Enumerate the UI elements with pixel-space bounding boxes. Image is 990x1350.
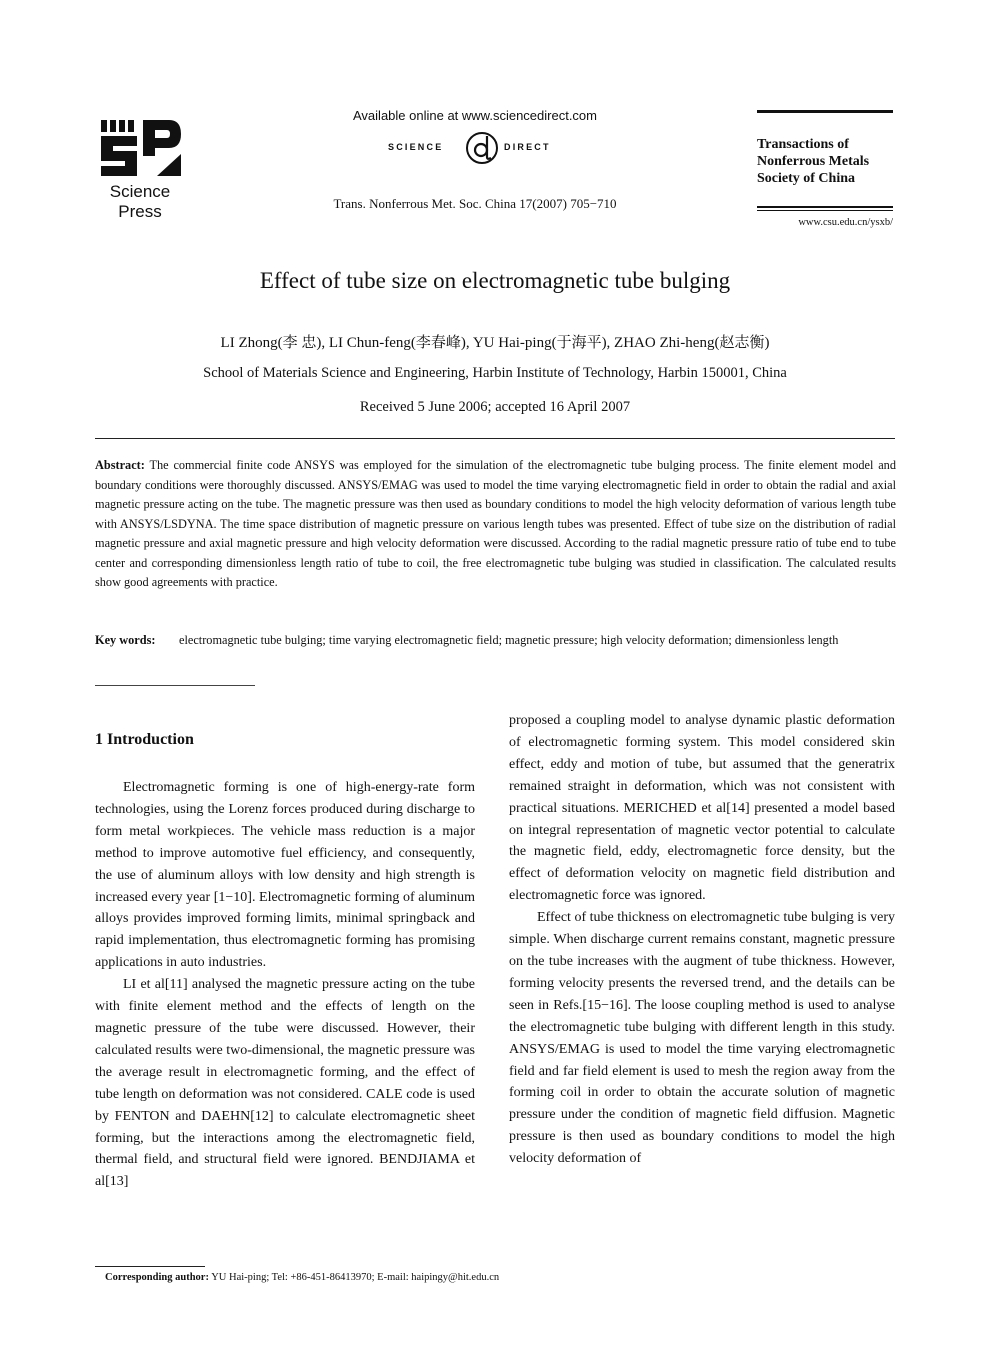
sciencedirect-logo — [380, 130, 580, 166]
body-column-left — [95, 777, 475, 1193]
article-title: Effect of tube size on electromagnetic tube bulging — [259, 268, 731, 293]
paragraph: proposed a coupling model to analyse dynamic plastic deformation of electromagnetic forming system. This model considered skin effect, eddy and motion of tube, but assumed that the generatrix remained straight in deformation, which was not consistent with practical situations. MERICHED et al[14] presented a model based on integral representation of magnetic vector potential to calculate the magnetic field, eddy, electromagnetic force density, but the effect of deformation velocity on magnetic field distribution and electromagnetic force was ignored. — [509, 713, 895, 904]
journal-name-line-3: Society of China — [757, 171, 855, 186]
sciencedirect-at-icon — [464, 130, 500, 166]
author-affiliation: School of Materials Science and Engineering, Harbin Institute of Technology, Harbin 150001, China — [203, 365, 787, 381]
sciencedirect-right-word: DIRECT — [504, 142, 551, 152]
section-heading-introduction: 1 Introduction — [95, 731, 194, 748]
science-press-emblem-icon — [99, 118, 183, 178]
keywords-text: electromagnetic tube bulging; time varying electromagnetic field; magnetic pressure; high velocity deformation; dimensionless length — [179, 633, 839, 647]
abstract-divider — [95, 685, 255, 686]
journal-citation: Trans. Nonferrous Met. Soc. China 17(2007) 705−710 — [333, 196, 617, 211]
abstract-label: Abstract: — [95, 458, 145, 472]
sciencedirect-left-word: SCIENCE — [388, 142, 444, 152]
corresponding-author-footnote — [105, 1272, 499, 1283]
masthead-bottom-rule-thin — [757, 210, 893, 211]
publisher-name-line-1: Science — [109, 182, 171, 201]
paragraph: Effect of tube thickness on electromagnetic tube bulging is very simple. When discharge current remains constant, magnetic pressure on the tube increases with the augment of tube thickness. However, forming velocity presents the reversed trend, and the details can be seen in Refs.[15−16]. The loose coupling method is used to analyse the electromagnetic tube bulging with different length in this study. ANSYS/EMAG is used to model the time varying electromagnetic field and far field element is used to mesh the region away from the forming coil in order to obtain the accurate solution of magnetic pressure under the condition of magnetic field diffusion. Magnetic pressure is then used as boundary conditions to model the high velocity deformation of — [509, 910, 895, 1167]
article-authors: LI Zhong(李 忠), LI Chun-feng(李春峰), YU Hai-ping(于海平), ZHAO Zhi-heng(赵志衡) — [220, 335, 770, 351]
abstract — [95, 456, 896, 593]
masthead-bottom-rule — [757, 206, 893, 208]
journal-url[interactable]: www.csu.edu.cn/ysxb/ — [798, 217, 893, 228]
journal-name-line-2: Nonferrous Metals — [757, 154, 870, 169]
body-column-right — [509, 710, 895, 1170]
science-press-logo — [97, 118, 187, 228]
abstract-text: The commercial finite code ANSYS was employed for the simulation of the electromagnetic tube bulging process. The finite element model and boundary conditions were thoroughly discussed. ANSYS/EMAG was used to model the time varying electromagnetic field in order to obtain the radial and axial magnetic pressure acting on the tube. The magnetic pressure was then used as boundary conditions to model the high velocity deformation of various length tube with ANSYS/LSDYNA. The time space distribution of magnetic pressure on various length tubes was presented. Effect of tube size on the distribution of radial magnetic pressure and axial magnetic pressure and high velocity deformation were discussed. According to the radial magnetic pressure ratio of tube end to tube center and corresponding dimensionless length ratio of tube to coil, the free electromagnetic tube bulging was studied in classification. The calculated results show good agreements with practice. — [95, 458, 896, 589]
journal-name-line-1: Transactions of — [757, 137, 849, 152]
publisher-name-line-2: Press — [118, 202, 162, 221]
received-date: Received 5 June 2006; accepted 16 April 2007 — [359, 399, 631, 415]
footnote-text: YU Hai-ping; Tel: +86-451-86413970; E-mail: haipingy@hit.edu.cn — [211, 1272, 500, 1283]
journal-name — [757, 136, 893, 187]
available-online-text: Available online at www.sciencedirect.com — [353, 108, 597, 123]
header-divider — [95, 438, 895, 439]
keywords-label: Key words: — [95, 633, 156, 647]
footnote-label: Corresponding author: — [105, 1272, 209, 1283]
paragraph: Electromagnetic forming is one of high-energy-rate form technologies, using the Lorenz forces produced during discharge to form metal workpieces. The vehicle mass reduction is a major method to improve automotive fuel efficiency, and consequently, the use of aluminum alloys with low density and high strength is increased every year [1−10]. Electromagnetic forming of aluminum alloys provides improved forming limits, minimal springback and rapid implementation, thus electromagnetic forming has promising applications in auto industries. — [95, 780, 475, 971]
paragraph: LI et al[11] analysed the magnetic pressure acting on the tube with finite element method and the effects of length on the magnetic pressure of the tube were discussed. However, their calculated results were two-dimensional, the magnetic pressure was the average result in electromagnetic forming, and the effect of tube length on deformation was not considered. CALE code is used by FENTON and DAEHN[12] to calculate electromagnetic sheet forming, but the interactions among the electromagnetic field, thermal field, and structural field were ignored. BENDJIAMA et al[13] — [95, 977, 475, 1190]
masthead-top-rule — [757, 110, 893, 113]
footnote-rule — [95, 1266, 205, 1267]
